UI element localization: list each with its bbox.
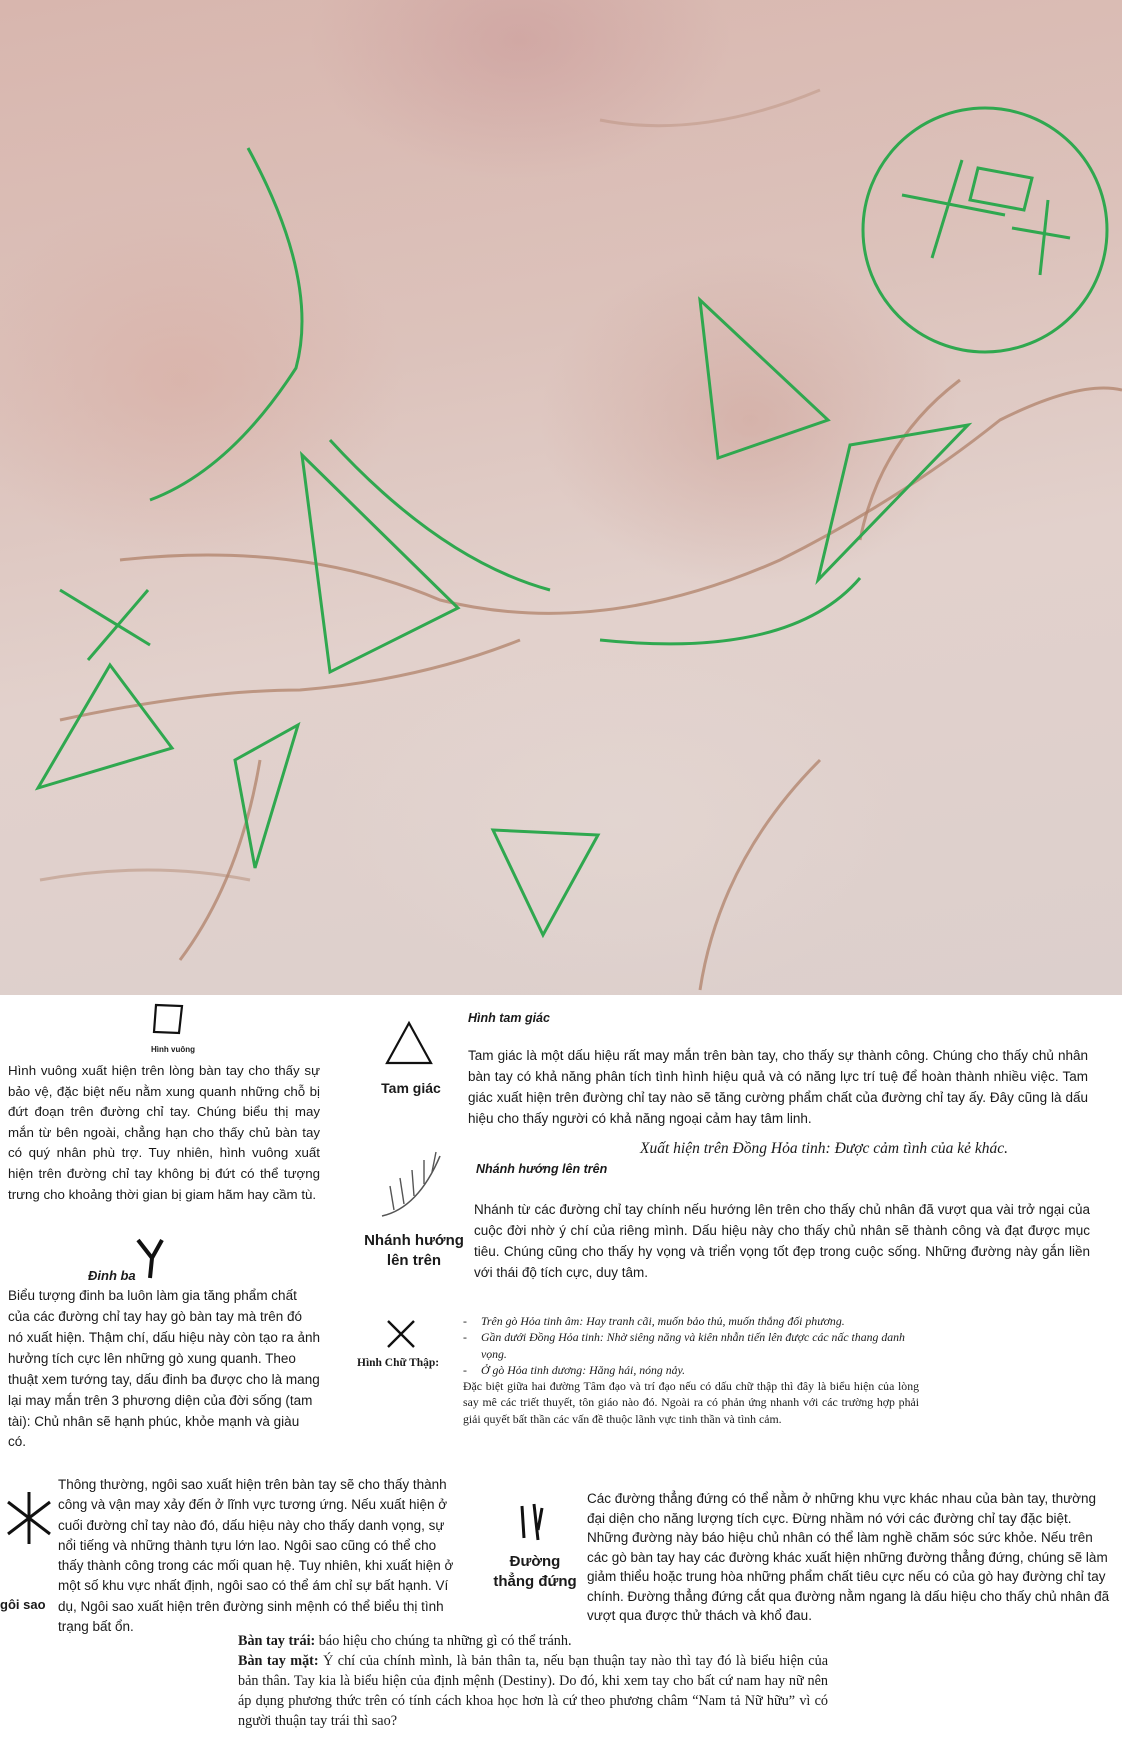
upward-branch-icon — [378, 1142, 446, 1222]
cross-label: Hình Chữ Thập: — [357, 1357, 440, 1369]
palm-crease — [40, 870, 250, 880]
branch-label: Nhánh hướng lên trên — [364, 1232, 464, 1269]
cross-mark — [60, 590, 150, 660]
palm-crease — [180, 760, 260, 960]
right-hand-text: Ý chí của chính mình, là bản thân ta, nếu bạn thuận tay nào thì tay đó là biểu hiện của bản thân. Tay kia là biểu hiện của định mệnh (Destiny). Do đó, khi xem tay cho bất cứ nam hay nữ nên áp dụng phương thức trên có tính cách khoa học hơn là cứ theo phương châm “Nam tả Nữ hữu” vì có người thuận tay trái thì sao? — [238, 1652, 828, 1729]
palm-crease — [60, 640, 520, 720]
branch-description: Nhánh từ các đường chỉ tay chính nếu hướng lên trên cho thấy chủ nhân đã vượt qua vài trở ngại của cuộc đời nhờ ý chí của riêng mình. Dấu hiệu này cho thấy chủ nhân sẽ thành công và đạt được mục tiêu. Chúng cũng cho thấy hy vọng và triển vọng tốt đẹp trong cuộc sống. Những đường này gắn liền với thái độ tích cực, duy tâm. — [474, 1202, 1090, 1280]
triangle-mark — [235, 725, 298, 868]
left-hand-text: báo hiệu cho chúng ta những gì có thể tránh. — [318, 1633, 572, 1649]
circle-square-cross-mark — [863, 108, 1107, 352]
triangle-description: Tam giác là một dấu hiệu rất may mắn trên bàn tay, cho thấy sự thành công. Chúng cho thấy chủ nhân bàn tay có khả năng phân tích tình hình hiệu quả và có năng lực trí tuệ để hoàn thành nhiều việc. Tam giác xuất hiện trên đường chỉ tay nào sẽ tăng cường phẩm chất của đường chỉ tay ấy. Đây cũng là dấu hiệu cho thấy người có khả năng ngoại cảm hay tâm linh. — [468, 1048, 1088, 1126]
left-hand-term: Bàn tay trái: — [238, 1633, 316, 1649]
trident-icon — [132, 1236, 168, 1280]
right-hand-term: Bàn tay mặt: — [238, 1652, 319, 1669]
palm-crease — [600, 90, 820, 126]
triangle-mark — [700, 300, 828, 458]
hand-notes — [238, 1632, 828, 1731]
palm-crease — [700, 760, 820, 990]
triangle-mark — [38, 665, 172, 788]
triangle-mark — [493, 830, 598, 935]
trident-description: Biểu tượng đinh ba luôn làm gia tăng phẩm chất của các đường chỉ tay hay gò bàn tay mà trên đó nó xuất hiện. Thậm chí, dấu hiệu này còn tạo ra ảnh hưởng tích cực lên những gò xung quanh. Theo thuật xem tướng tay, dấu đinh ba được cho là mang lại may mắn trên 3 phương diện của đời sống (tam tài): Chủ nhân sẽ hạnh phúc, khỏe mạnh và giàu có. — [8, 1288, 320, 1450]
triangle-heading: Hình tam giác — [468, 1011, 550, 1025]
cross-item-list — [463, 1313, 919, 1378]
vertical-lines-label: Đường thẳng đứng — [493, 1553, 577, 1590]
star-label: gôi sao — [0, 1597, 46, 1612]
right-hand-note — [238, 1652, 828, 1732]
left-hand-note — [238, 1632, 828, 1652]
arc-mark — [600, 578, 860, 644]
vertical-lines-description: Các đường thẳng đứng có thể nằm ở những khu vực khác nhau của bàn tay, thường đại diện cho năng lượng tích cực. Đừng nhầm nó với các đường chỉ tay đặc biệt. Những đường này báo hiệu chủ nhân có thể làm nghề chăm sóc sức khỏe. Nếu trên các gò bàn tay hay các đường khác xuất hiện những đường thẳng đứng, chúng sẽ làm giảm thiểu hoặc trung hòa những phẩm chất tiêu cực nếu có của gò hay đường chỉ tay chính. Đường thẳng đứng cắt qua đường nằm ngang là dấu hiệu cho thấy chủ nhân đã vượt qua được thử thách và khổ đau. — [587, 1491, 1110, 1624]
star-icon — [4, 1488, 54, 1548]
triangle-label: Tam giác — [381, 1080, 441, 1096]
triangle-icon — [384, 1020, 434, 1066]
branch-heading: Nhánh hướng lên trên — [476, 1162, 608, 1176]
cross-icon — [385, 1318, 417, 1350]
square-icon — [151, 1002, 185, 1036]
palm-crease — [120, 388, 1122, 613]
cross-description-block — [463, 1313, 919, 1427]
arc-mark — [150, 148, 302, 500]
trident-label: Đinh ba — [88, 1268, 136, 1283]
cross-item: - Trên gò Hỏa tinh âm: Hay tranh cãi, muốn bảo thủ, muốn thắng đối phương. — [463, 1313, 919, 1329]
square-caption: Hình vuông — [151, 1045, 195, 1054]
cross-description: Đặc biệt giữa hai đường Tâm đạo và trí đạo nếu có dấu chữ thập thì đây là biểu hiện của lòng say mê các triết thuyết, tôn giáo nào đó. Ngoài ra có phản ứng nhanh với các trường hợp phải giải quyết bất thần các vấn đề thuộc lãnh vực tinh thần và tình cảm. — [463, 1379, 919, 1426]
vertical-lines-icon — [510, 1500, 554, 1544]
cross-item: - Ở gò Hỏa tinh dương: Hăng hái, nóng nảy. — [463, 1362, 919, 1378]
star-description: Thông thường, ngôi sao xuất hiện trên bàn tay sẽ cho thấy thành công và vận may xảy đến ở lĩnh vực tương ứng. Nếu xuất hiện ở cuối đường chỉ tay nào đó, dấu hiệu này cho thấy danh vọng, sự nổi tiếng và những thành tựu lớn lao. Ngôi sao cũng có thể cho thấy thành công trong các mối quan hệ. Tuy nhiên, khi xuất hiện ở một số khu vực nhất định, ngôi sao có thể ám chỉ sự bất hạnh. Ví dụ, Ngôi sao xuất hiện trên đường sinh mệnh có thể biểu thị tình trạng bất ổn. — [58, 1477, 454, 1634]
triangle-mark — [302, 455, 458, 672]
triangle-note: Xuất hiện trên Đồng Hỏa tinh: Được cảm tình của kẻ khác. — [640, 1140, 1008, 1157]
cross-item: - Gần dưới Đồng Hỏa tinh: Nhờ siêng năng và kiên nhẫn tiến lên được các nấc thang danh vọng. — [463, 1329, 919, 1362]
square-description: Hình vuông xuất hiện trên lòng bàn tay cho thấy sự bảo vệ, đặc biệt nếu nằm xung quanh những chỗ bị đứt đoạn trên đường chỉ tay. Chúng biểu thị may mắn từ bên ngoài, chẳng hạn cho thấy chủ bàn tay có quý nhân phù trợ. Tuy nhiên, hình vuông xuất hiện trên đường chỉ tay không bị đứt có thể tượng trưng cho khoảng thời gian bị giam hãm hay cầm tù. — [8, 1063, 320, 1202]
triangle-mark — [818, 425, 968, 580]
